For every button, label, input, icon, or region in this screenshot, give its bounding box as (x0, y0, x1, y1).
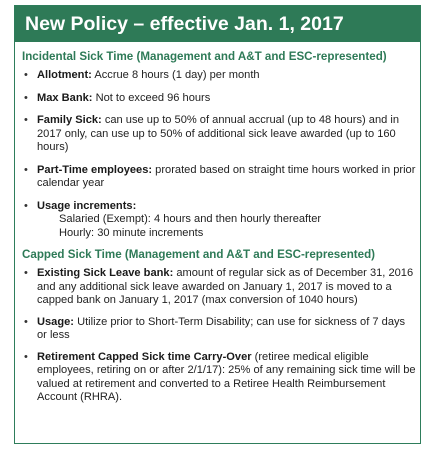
bullet-icon: • (24, 91, 28, 104)
list-item-usage-increments (15, 200, 420, 241)
item-label: Usage increments: (37, 199, 137, 212)
item-text: (retiree medical eligible employees, retiring on or after 2/1/17): 25% of any remaining sick time will be valued at retirement and converted to a Retiree Health Reimbursement Account (RHRA). (37, 350, 416, 403)
item-text: prorated based on straight time hours worked in prior calendar year (37, 163, 416, 189)
list-item-max-bank (15, 92, 420, 106)
bullet-icon: • (24, 267, 28, 279)
list-item-existing-bank (15, 267, 420, 308)
bullet-icon: • (24, 114, 28, 126)
list-item-usage (15, 316, 420, 343)
item-label: Allotment: (37, 69, 92, 81)
item-label: Existing Sick Leave bank: (37, 267, 174, 279)
item-text: Not to exceed 96 hours (92, 91, 211, 104)
item-text: Accrue 8 hours (1 day) per month (91, 69, 260, 81)
item-text: amount of regular sick as of December 31, 2016 and any additional sick leave awarded on January 1, 2017 is moved to a capped bank on January 1, 2017 (max conversion of 1040 hours) (37, 267, 414, 306)
capped-sick-time-heading: Capped Sick Time (Management and A&T and ESC-represented) (22, 248, 376, 261)
incidental-sick-time-heading: Incidental Sick Time (Management and A&T and ESC-represented) (22, 50, 387, 63)
item-label: Max Bank: (37, 91, 93, 104)
bullet-icon: • (24, 199, 28, 212)
item-label: Retirement Capped Sick time Carry-Over (37, 350, 252, 363)
item-text: Utilize prior to Short-Term Disability; can use for sickness of 7 days or less (37, 315, 406, 341)
policy-title: New Policy – effective Jan. 1, 2017 (15, 6, 420, 42)
bullet-icon: • (24, 315, 28, 328)
bullet-icon: • (24, 69, 28, 81)
bullet-icon: • (24, 350, 28, 363)
policy-card (14, 5, 421, 444)
item-label: Family Sick: (37, 114, 102, 126)
usage-increment-hourly: Hourly: 30 minute increments (59, 226, 204, 239)
list-item-family-sick (15, 114, 420, 155)
incidental-sick-time-list (15, 69, 420, 240)
usage-increment-salaried: Salaried (Exempt): 4 hours and then hourly thereafter (59, 213, 322, 225)
list-item-retirement-carry-over (15, 351, 420, 405)
list-item-part-time (15, 164, 420, 191)
item-label: Usage: (37, 315, 74, 328)
bullet-icon: • (24, 163, 28, 176)
item-text: can use up to 50% of annual accrual (up to 48 hours) and in 2017 only, can use up to 50% of additional sick leave awarded (up to 160 hours) (37, 114, 400, 153)
capped-sick-time-list (15, 267, 420, 405)
item-label: Part-Time employees: (37, 163, 153, 176)
list-item-allotment (15, 69, 420, 83)
